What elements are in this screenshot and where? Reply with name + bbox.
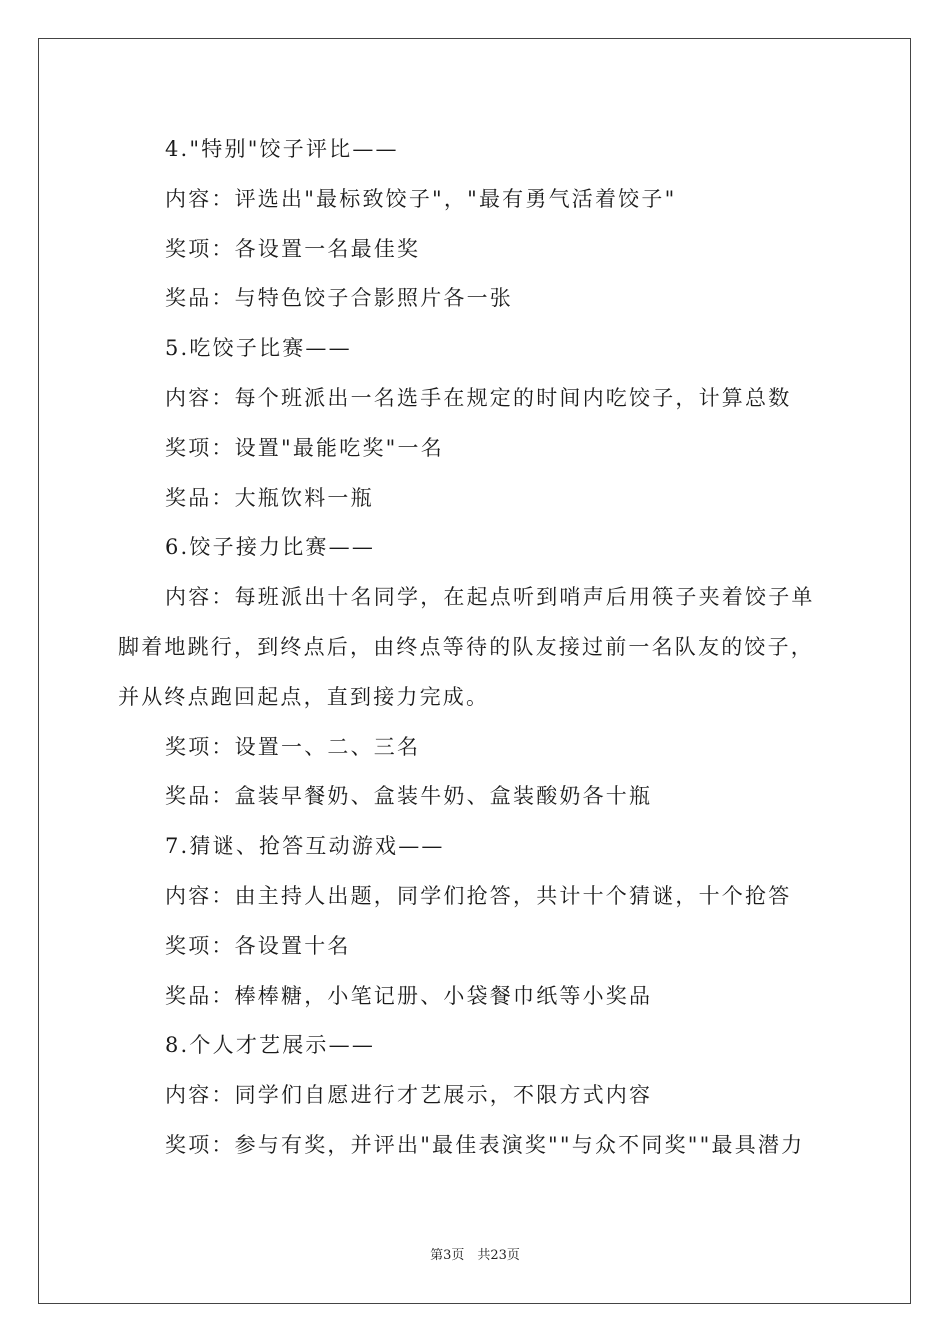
- paragraph-line: 奖品：棒棒糖，小笔记册、小袋餐巾纸等小奖品: [165, 983, 653, 1008]
- paragraph-line: 奖项：设置一、二、三名: [165, 734, 421, 759]
- paragraph-line: 奖品：大瓶饮料一瓶: [165, 485, 374, 510]
- paragraph-line: 奖项：各设置十名: [165, 933, 351, 958]
- section-heading-5: 5.吃饺子比赛——: [165, 336, 352, 361]
- paragraph-line: 奖项：各设置一名最佳奖: [165, 236, 421, 261]
- page-number: 第3页 共23页: [430, 1248, 520, 1263]
- document-body: [118, 125, 838, 1171]
- paragraph-line: 并从终点跑回起点，直到接力完成。: [118, 684, 490, 709]
- paragraph-line: 奖品：盒装早餐奶、盒装牛奶、盒装酸奶各十瓶: [165, 784, 653, 809]
- paragraph-line: 内容：每班派出十名同学，在起点听到哨声后用筷子夹着饺子单: [165, 585, 815, 610]
- paragraph-line: 内容：由主持人出题，同学们抢答，共计十个猜谜，十个抢答: [165, 883, 792, 908]
- paragraph-line: 内容：评选出"最标致饺子"，"最有勇气活着饺子": [165, 186, 677, 211]
- paragraph-line: 内容：每个班派出一名选手在规定的时间内吃饺子，计算总数: [165, 385, 792, 410]
- paragraph-line: 内容：同学们自愿进行才艺展示，不限方式内容: [165, 1083, 653, 1108]
- paragraph-line: 奖项：参与有奖，并评出"最佳表演奖""与众不同奖""最具潜力: [165, 1132, 805, 1157]
- section-heading-4: 4."特别"饺子评比——: [165, 137, 399, 161]
- section-heading-8: 8.个人才艺展示——: [165, 1033, 376, 1058]
- section-heading-6: 6.饺子接力比赛——: [165, 535, 376, 560]
- paragraph-line: 奖项：设置"最能吃奖"一名: [165, 435, 444, 460]
- paragraph-line: 奖品：与特色饺子合影照片各一张: [165, 286, 513, 311]
- section-heading-7: 7.猜谜、抢答互动游戏——: [165, 834, 445, 859]
- paragraph-line: 脚着地跳行，到终点后，由终点等待的队友接过前一名队友的饺子，: [118, 634, 814, 659]
